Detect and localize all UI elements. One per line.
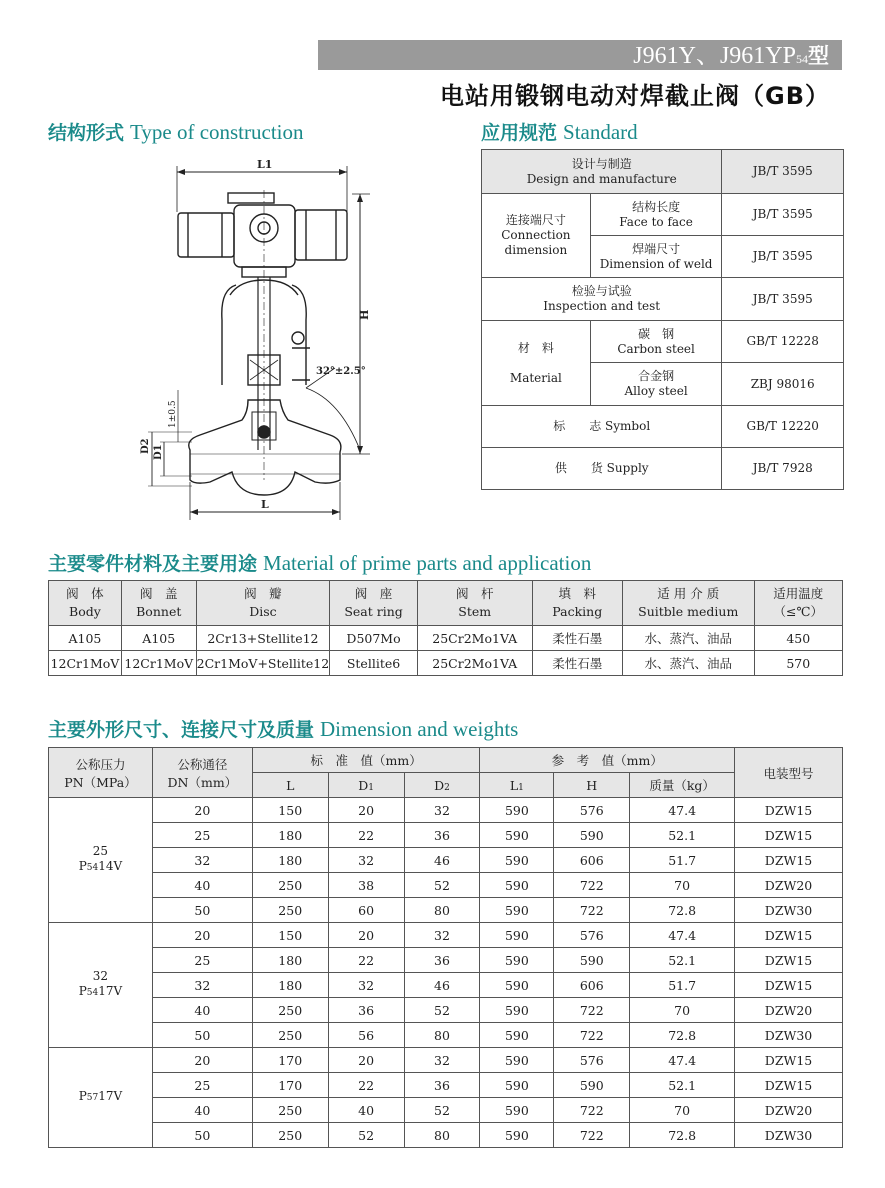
dim-header-H: H [554,773,630,798]
label-L: L [261,498,269,511]
table-cell: 52.1 [630,1073,735,1098]
table-row [49,973,843,998]
std-symbol-label: 标 志 Symbol [482,406,722,448]
label-angle: 32°±2.5° [316,366,366,377]
table-cell: 25Cr2Mo1VA [417,651,532,676]
table-cell: 590 [480,1023,554,1048]
table-row [49,848,843,873]
table-cell: 590 [480,1048,554,1073]
table-row [49,923,843,948]
pressure-grade: P5414V [78,859,123,873]
table-cell: 590 [480,923,554,948]
std-carbon-label: 碳 钢 Carbon steel [590,321,722,363]
std-alloy-label: 合金钢 Alloy steel [590,363,722,406]
table-cell: 60 [328,898,404,923]
table-cell: 50 [152,1123,252,1148]
table-cell: 40 [152,1098,252,1123]
std-symbol-value: GB/T 12220 [722,406,844,448]
table-cell: 250 [252,1023,328,1048]
table-cell: 70 [630,873,735,898]
table-cell: 576 [554,1048,630,1073]
table-cell: 250 [252,1123,328,1148]
dimension-L1 [177,158,347,212]
std-row-carbon [482,321,844,363]
table-cell: 32 [152,973,252,998]
dim-header-pn: 公称压力 PN（MPa） [49,748,153,798]
table-cell: DZW15 [735,973,843,998]
table-cell: 水、蒸汽、油品 [622,626,754,651]
table-cell: DZW30 [735,898,843,923]
std-inspection-label: 检验与试验 Inspection and test [482,278,722,321]
table-cell: 70 [630,1098,735,1123]
table-cell: A105 [49,626,122,651]
std-material-label: 材 料 Material [482,321,591,406]
table-cell: 590 [480,873,554,898]
table-cell: 590 [480,798,554,823]
table-cell: 25 [152,948,252,973]
label-tolerance: 1±0.5 [168,400,178,428]
table-row [49,626,843,651]
table-cell: 250 [252,998,328,1023]
std-row-symbol [482,406,844,448]
table-cell: 576 [554,923,630,948]
table-cell: 590 [480,823,554,848]
label-H: H [358,309,371,320]
table-cell: 250 [252,873,328,898]
table-cell: DZW20 [735,1098,843,1123]
table-row [49,898,843,923]
label-L1: L1 [257,158,273,171]
table-cell: 590 [480,1073,554,1098]
table-cell: 40 [152,998,252,1023]
parts-header-medium: 适 用 介 质 Suitble medium [622,581,754,626]
table-cell: 22 [328,1073,404,1098]
table-cell: 180 [252,973,328,998]
std-supply-label: 供 货 Supply [482,448,722,490]
section-title-standard: 应用规范 Standard [481,120,638,144]
parts-header-packing: 填 料 Packing [532,581,622,626]
dimension-L [190,482,340,520]
dim-header-D2: D2 [404,773,480,798]
dim-header-standard: 标 准 值（mm） [252,748,480,773]
table-cell: 52.1 [630,948,735,973]
table-cell: 柔性石墨 [532,651,622,676]
table-cell: 52 [404,1098,480,1123]
table-cell: 80 [404,1023,480,1048]
table-cell: 590 [480,948,554,973]
table-cell: 170 [252,1048,328,1073]
table-cell: 606 [554,848,630,873]
table-cell: 250 [252,898,328,923]
table-row [49,1048,843,1073]
table-cell: 51.7 [630,973,735,998]
table-cell: 52 [328,1123,404,1148]
table-cell: 590 [480,973,554,998]
dim-header-L1: L1 [480,773,554,798]
dim-header-reference: 参 考 值（mm） [480,748,735,773]
parts-material-table [48,580,843,676]
table-cell: 150 [252,798,328,823]
table-cell: 12Cr1MoV [49,651,122,676]
table-row [49,1123,843,1148]
table-cell: 25Cr2Mo1VA [417,626,532,651]
table-cell: 590 [480,848,554,873]
table-cell: 20 [152,923,252,948]
table-cell: DZW15 [735,1073,843,1098]
table-cell: 70 [630,998,735,1023]
table-row [49,1023,843,1048]
table-cell: 590 [554,1073,630,1098]
table-cell: 32 [404,1048,480,1073]
table-cell: 250 [252,1098,328,1123]
table-cell: 47.4 [630,923,735,948]
table-cell: 20 [328,1048,404,1073]
table-cell: 12Cr1MoV [121,651,196,676]
table-cell: 47.4 [630,798,735,823]
table-cell: 722 [554,898,630,923]
table-cell: DZW20 [735,998,843,1023]
document-title: 电站用锻钢电动对焊截止阀（GB） [440,82,830,110]
table-row [49,1098,843,1123]
parts-header-temperature: 适用温度 （≤℃） [754,581,842,626]
table-cell: 52 [404,998,480,1023]
table-cell: 47.4 [630,1048,735,1073]
table-cell: DZW15 [735,848,843,873]
valve-construction-drawing [130,150,410,525]
std-carbon-value: GB/T 12228 [722,321,844,363]
table-row [49,798,843,823]
table-cell: 590 [480,898,554,923]
table-cell: DZW30 [735,1123,843,1148]
table-cell: 水、蒸汽、油品 [622,651,754,676]
std-design-label: 设计与制造 Design and manufacture [482,150,722,194]
table-cell: 20 [328,923,404,948]
table-cell: 52 [404,873,480,898]
section-title-construction: 结构形式 Type of construction [48,120,304,144]
table-row [49,873,843,898]
std-design-value: JB/T 3595 [722,150,844,194]
dimension-table [48,747,843,1148]
parts-header-row [49,581,843,626]
parts-header-body: 阀 体 Body [49,581,122,626]
pressure-cell [49,923,153,1048]
table-cell: 72.8 [630,1023,735,1048]
table-cell: 50 [152,1023,252,1048]
table-row [49,998,843,1023]
table-cell: DZW20 [735,873,843,898]
table-cell: 32 [152,848,252,873]
table-cell: DZW15 [735,823,843,848]
std-row-design [482,150,844,194]
std-face-label: 结构长度 Face to face [590,194,722,236]
table-cell: 170 [252,1073,328,1098]
std-connection-label: 连接端尺寸 Connection dimension [482,194,591,278]
table-cell: D507Mo [330,626,418,651]
table-row [49,823,843,848]
table-cell: A105 [121,626,196,651]
std-inspection-value: JB/T 3595 [722,278,844,321]
std-weld-value: JB/T 3595 [722,236,844,278]
table-cell: 722 [554,1098,630,1123]
std-weld-label: 焊端尺寸 Dimension of weld [590,236,722,278]
table-cell: 2Cr13+Stellite12 [196,626,330,651]
table-cell: 20 [328,798,404,823]
pressure-cell [49,798,153,923]
std-row-inspection [482,278,844,321]
parts-header-seat: 阀 座 Seat ring [330,581,418,626]
table-cell: 46 [404,973,480,998]
table-cell: 180 [252,948,328,973]
table-cell: 606 [554,973,630,998]
table-cell: DZW15 [735,923,843,948]
table-cell: 576 [554,798,630,823]
table-cell: 50 [152,898,252,923]
parts-header-bonnet: 阀 盖 Bonnet [121,581,196,626]
table-cell: 32 [404,923,480,948]
table-cell: 180 [252,823,328,848]
table-cell: 25 [152,1073,252,1098]
label-D1: D1 [153,444,164,460]
parts-header-disc: 阀 瓣 Disc [196,581,330,626]
table-cell: 590 [480,1123,554,1148]
table-cell: 20 [152,798,252,823]
table-cell: 36 [404,823,480,848]
dim-header-L: L [252,773,328,798]
table-cell: 22 [328,823,404,848]
table-cell: 590 [480,1098,554,1123]
table-cell: 32 [328,973,404,998]
table-cell: 590 [554,948,630,973]
table-cell: 72.8 [630,898,735,923]
model-number: J961Y、J961YP54型 [633,43,829,69]
table-cell: 590 [480,998,554,1023]
dim-table-body [49,798,843,1148]
dim-header-row-1 [49,748,843,773]
table-cell: DZW30 [735,1023,843,1048]
std-alloy-value: ZBJ 98016 [722,363,844,406]
table-cell: 180 [252,848,328,873]
std-row-supply [482,448,844,490]
pressure-cell [49,1048,153,1148]
section-title-dimensions: 主要外形尺寸、连接尺寸及质量 Dimension and weights [48,717,519,741]
std-face-value: JB/T 3595 [722,194,844,236]
table-cell: 722 [554,1023,630,1048]
table-cell: 56 [328,1023,404,1048]
table-cell: 36 [404,948,480,973]
table-cell: 38 [328,873,404,898]
table-cell: 46 [404,848,480,873]
table-row [49,1073,843,1098]
table-cell: 2Cr1MoV+Stellite12 [196,651,330,676]
parts-header-stem: 阀 杆 Stem [417,581,532,626]
standard-table [481,149,844,490]
table-cell: 36 [328,998,404,1023]
table-cell: 柔性石墨 [532,626,622,651]
table-cell: 22 [328,948,404,973]
table-cell: 32 [404,798,480,823]
table-cell: 32 [328,848,404,873]
dim-header-actuator-model: 电装型号 [735,748,843,798]
dimension-D1-D2 [140,390,192,486]
pressure-value: 25 [92,844,109,858]
electric-actuator [178,193,347,277]
table-cell: Stellite6 [330,651,418,676]
table-cell: 722 [554,873,630,898]
pressure-grade: P5717V [78,1089,123,1103]
std-row-face [482,194,844,236]
table-cell: 40 [152,873,252,898]
dim-header-dn: 公称通径 DN（mm） [152,748,252,798]
table-row [49,948,843,973]
table-cell: 25 [152,823,252,848]
dim-header-mass: 质量（kg） [630,773,735,798]
table-cell: 590 [554,823,630,848]
table-cell: 80 [404,1123,480,1148]
table-cell: 40 [328,1098,404,1123]
table-cell: 570 [754,651,842,676]
table-cell: 36 [404,1073,480,1098]
table-cell: 20 [152,1048,252,1073]
table-cell: 150 [252,923,328,948]
table-cell: 51.7 [630,848,735,873]
table-cell: 722 [554,1123,630,1148]
table-cell: 52.1 [630,823,735,848]
section-title-materials: 主要零件材料及主要用途 Material of prime parts and application [48,551,592,575]
dim-header-D1: D1 [328,773,404,798]
std-supply-value: JB/T 7928 [722,448,844,490]
table-cell: DZW15 [735,1048,843,1073]
pressure-value: 32 [92,969,109,983]
table-cell: 450 [754,626,842,651]
table-cell: 722 [554,998,630,1023]
table-row [49,651,843,676]
table-cell: DZW15 [735,798,843,823]
pressure-grade: P5417V [78,984,123,998]
label-D2: D2 [140,438,151,454]
table-cell: DZW15 [735,948,843,973]
table-cell: 72.8 [630,1123,735,1148]
table-cell: 80 [404,898,480,923]
